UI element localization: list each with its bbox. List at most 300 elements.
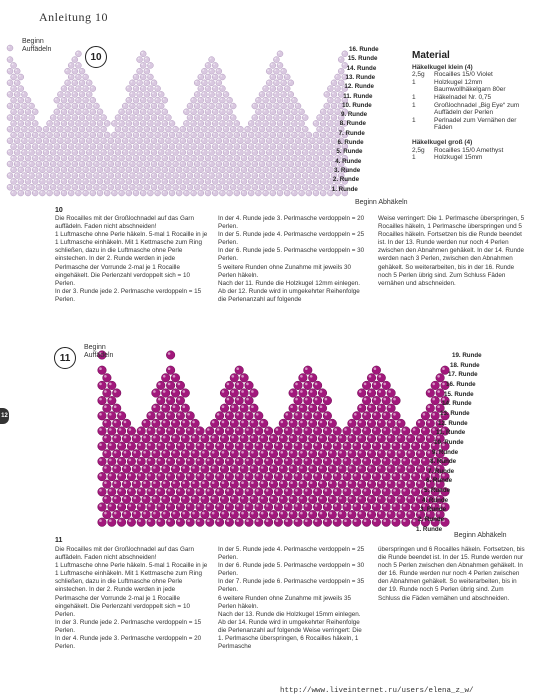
- bead-highlight: [231, 104, 233, 106]
- bead-highlight: [222, 405, 225, 408]
- bead-highlight: [220, 121, 222, 123]
- bead-purple: [137, 488, 146, 497]
- bead-light: [302, 173, 308, 179]
- bead-highlight: [188, 104, 190, 106]
- bead-highlight: [246, 162, 248, 164]
- bead-light: [11, 62, 17, 68]
- bead-light: [137, 80, 143, 86]
- bead-light: [266, 184, 272, 190]
- bead-light: [133, 74, 139, 80]
- bead-light: [212, 97, 218, 103]
- bead-light: [75, 120, 81, 126]
- bead-highlight: [141, 168, 143, 170]
- bead-highlight: [80, 69, 82, 71]
- bead-light: [273, 57, 279, 63]
- bead-highlight: [310, 436, 313, 439]
- bead-highlight: [131, 116, 133, 118]
- bead-highlight: [388, 451, 391, 454]
- bead-highlight: [241, 436, 244, 439]
- bead-light: [86, 173, 92, 179]
- bead-light: [68, 97, 74, 103]
- bead-purple: [157, 412, 166, 421]
- bead-purple: [245, 503, 254, 512]
- bead-highlight: [197, 459, 200, 462]
- bead-highlight: [256, 443, 259, 446]
- bead-highlight: [398, 497, 401, 500]
- bead-light: [108, 184, 114, 190]
- bead-highlight: [374, 443, 377, 446]
- bead-purple: [245, 488, 254, 497]
- bead-purple: [108, 472, 117, 481]
- bead-highlight: [102, 127, 104, 129]
- bead-highlight: [48, 168, 50, 170]
- bead-purple: [338, 450, 347, 459]
- bead-light: [21, 184, 27, 190]
- bead-light: [140, 62, 146, 68]
- bead-highlight: [202, 139, 204, 141]
- bead-highlight: [403, 519, 406, 522]
- bead-purple: [220, 389, 229, 398]
- bead-highlight: [15, 116, 17, 118]
- bead-highlight: [8, 69, 10, 71]
- bead-light: [43, 161, 49, 167]
- bead-highlight: [12, 87, 14, 89]
- bead-light: [158, 161, 164, 167]
- bead-purple: [397, 510, 406, 519]
- bead-purple: [235, 366, 244, 375]
- bead-light: [255, 120, 261, 126]
- bead-purple: [343, 472, 352, 481]
- bead-light: [223, 161, 229, 167]
- bead-highlight: [8, 174, 10, 176]
- bead-highlight: [264, 98, 266, 100]
- bead-purple: [230, 434, 239, 443]
- bead-purple: [362, 518, 371, 527]
- bead-purple: [157, 396, 166, 405]
- bead-light: [129, 103, 135, 109]
- bead-highlight: [241, 375, 244, 378]
- bead-light: [201, 91, 207, 97]
- bead-highlight: [325, 116, 327, 118]
- page-tab: 12: [0, 408, 9, 424]
- bead-highlight: [289, 116, 291, 118]
- bead-light: [32, 178, 38, 184]
- bead-light: [295, 126, 301, 132]
- bead-highlight: [393, 398, 396, 401]
- bead-highlight: [256, 504, 259, 507]
- bead-highlight: [374, 519, 377, 522]
- bead-highlight: [124, 512, 127, 515]
- bead-purple: [225, 518, 234, 527]
- bead-light: [72, 138, 78, 144]
- bead-highlight: [212, 512, 215, 515]
- bead-light: [313, 178, 319, 184]
- bead-highlight: [138, 459, 141, 462]
- bead-highlight: [183, 451, 186, 454]
- bead-light: [183, 155, 189, 161]
- bead-purple: [353, 503, 362, 512]
- bead-light: [302, 115, 308, 121]
- bead-light: [227, 120, 233, 126]
- bead-highlight: [148, 474, 151, 477]
- bead-purple: [313, 457, 322, 466]
- bead-purple: [240, 404, 249, 413]
- bead-light: [291, 132, 297, 138]
- bead-highlight: [310, 421, 313, 424]
- bead-highlight: [59, 92, 61, 94]
- bead-purple: [402, 488, 411, 497]
- bead-light: [39, 155, 45, 161]
- bead-purple: [225, 503, 234, 512]
- bead-light: [327, 132, 333, 138]
- bead-purple: [166, 442, 175, 451]
- bead-light: [270, 132, 276, 138]
- bead-highlight: [178, 519, 181, 522]
- bead-highlight: [418, 497, 421, 500]
- bead-light: [72, 68, 78, 74]
- bead-highlight: [328, 133, 330, 135]
- bead-light: [65, 91, 71, 97]
- bead-light: [155, 132, 161, 138]
- bead-light: [7, 115, 13, 121]
- bead-highlight: [163, 390, 166, 393]
- bead-highlight: [192, 421, 195, 424]
- bead-purple: [137, 442, 146, 451]
- bead-highlight: [143, 481, 146, 484]
- bead-light: [327, 155, 333, 161]
- bead-highlight: [131, 127, 133, 129]
- bead-purple: [98, 366, 107, 375]
- bead-purple: [108, 381, 117, 390]
- bead-highlight: [290, 451, 293, 454]
- bead-purple: [220, 419, 229, 428]
- bead-highlight: [22, 104, 24, 106]
- bead-highlight: [15, 185, 17, 187]
- bead-highlight: [305, 474, 308, 477]
- bead-light: [259, 138, 265, 144]
- bead-light: [75, 109, 81, 115]
- bead-light: [11, 120, 17, 126]
- bead-highlight: [19, 110, 21, 112]
- bead-highlight: [253, 150, 255, 152]
- bead-highlight: [359, 421, 362, 424]
- bead-highlight: [369, 497, 372, 500]
- bead-light: [11, 167, 17, 173]
- bead-light: [25, 132, 31, 138]
- bead-light: [86, 126, 92, 132]
- bead-highlight: [213, 98, 215, 100]
- paragraph: Nach der 13. Runde die Holzkugel 15mm einlegen. Ab der 14. Runde wird in umgekehrter Reihenfolge die Perlenanzahl auf folgende Weise verringert: Die 1. Perlmasche überspringen, 6 Rocailles häkeln, 1 Perlmasche: [218, 610, 362, 651]
- bead-highlight: [127, 110, 129, 112]
- bead-highlight: [195, 185, 197, 187]
- bead-purple: [289, 404, 298, 413]
- bead-highlight: [282, 185, 284, 187]
- bead-highlight: [281, 512, 284, 515]
- bead-light: [273, 115, 279, 121]
- bead-highlight: [328, 121, 330, 123]
- bead-light: [295, 184, 301, 190]
- bead-highlight: [285, 443, 288, 446]
- material-text: Perlnadel zum Vernähen der Fäden: [434, 116, 517, 132]
- bead-purple: [411, 488, 420, 497]
- bead-purple: [372, 412, 381, 421]
- bead-light: [14, 126, 20, 132]
- bead-highlight: [413, 519, 416, 522]
- bead-highlight: [241, 481, 244, 484]
- bead-highlight: [66, 81, 68, 83]
- bead-highlight: [236, 474, 239, 477]
- bead-light: [133, 86, 139, 92]
- bead-light: [201, 80, 207, 86]
- bead-purple: [176, 488, 185, 497]
- bead-purple: [318, 465, 327, 474]
- bead-highlight: [318, 185, 320, 187]
- bead-highlight: [192, 156, 194, 158]
- bead-highlight: [379, 451, 382, 454]
- bead-light: [187, 138, 193, 144]
- bead-highlight: [152, 127, 154, 129]
- bead-purple: [171, 510, 180, 519]
- bead-light: [302, 149, 308, 155]
- bead-purple: [426, 389, 435, 398]
- bead-light: [11, 178, 17, 184]
- bead-highlight: [285, 191, 287, 193]
- bead-light: [25, 144, 31, 150]
- bead-highlight: [105, 133, 107, 135]
- bead-highlight: [256, 191, 258, 193]
- bead-purple: [225, 396, 234, 405]
- bead-highlight: [148, 110, 150, 112]
- bead-highlight: [143, 451, 146, 454]
- bead-highlight: [168, 367, 171, 370]
- bead-light: [306, 167, 312, 173]
- bead-purple: [313, 442, 322, 451]
- paragraph: Die Rocailles mit der Großlochnadel auf das Garn auffädeln. Faden nicht abschneiden!: [55, 215, 194, 231]
- bead-highlight: [314, 121, 316, 123]
- bead-highlight: [98, 110, 100, 112]
- bead-highlight: [131, 104, 133, 106]
- bead-purple: [274, 488, 283, 497]
- bead-highlight: [339, 104, 341, 106]
- bead-highlight: [141, 191, 143, 193]
- bead-highlight: [22, 150, 24, 152]
- bead-light: [111, 120, 117, 126]
- bead-light: [212, 132, 218, 138]
- bead-light: [18, 97, 24, 103]
- bead-purple: [338, 495, 347, 504]
- bead-light: [61, 190, 67, 196]
- bead-purple: [289, 495, 298, 504]
- bead-light: [155, 155, 161, 161]
- bead-purple: [112, 434, 121, 443]
- bead-highlight: [354, 428, 357, 431]
- bead-highlight: [276, 519, 279, 522]
- bead-highlight: [261, 436, 264, 439]
- bead-highlight: [296, 150, 298, 152]
- bead-purple: [318, 404, 327, 413]
- bead-highlight: [195, 104, 197, 106]
- bead-purple: [191, 465, 200, 474]
- bead-light: [151, 115, 157, 121]
- bead-highlight: [256, 459, 259, 462]
- bead-light: [209, 57, 215, 63]
- bead-light: [72, 91, 78, 97]
- bead-highlight: [114, 466, 117, 469]
- bead-highlight: [264, 168, 266, 170]
- bead-light: [335, 97, 341, 103]
- bead-highlight: [95, 150, 97, 152]
- bead-highlight: [69, 168, 71, 170]
- bead-highlight: [437, 390, 440, 393]
- bead-light: [147, 167, 153, 173]
- bead-purple: [372, 488, 381, 497]
- bead-highlight: [134, 133, 136, 135]
- bead-light: [72, 184, 78, 190]
- bead-light: [187, 184, 193, 190]
- bead-highlight: [310, 174, 312, 176]
- bead-light: [14, 115, 20, 121]
- bead-highlight: [310, 162, 312, 164]
- bead-highlight: [156, 180, 158, 182]
- bead-highlight: [251, 421, 254, 424]
- bead-highlight: [37, 150, 39, 152]
- bead-light: [191, 167, 197, 173]
- bead-light: [65, 103, 71, 109]
- bead-highlight: [129, 443, 132, 446]
- bead-highlight: [213, 168, 215, 170]
- bead-light: [191, 190, 197, 196]
- bead-highlight: [22, 162, 24, 164]
- bead-purple: [166, 381, 175, 390]
- bead-purple: [147, 442, 156, 451]
- bead-light: [83, 74, 89, 80]
- bead-highlight: [99, 459, 102, 462]
- bead-purple: [318, 389, 327, 398]
- bead-light: [227, 178, 233, 184]
- bead-highlight: [99, 413, 102, 416]
- bead-purple: [421, 457, 430, 466]
- bead-light: [281, 161, 287, 167]
- bead-light: [147, 155, 153, 161]
- bead-highlight: [202, 466, 205, 469]
- bead-purple: [245, 396, 254, 405]
- bead-highlight: [195, 139, 197, 141]
- bead-highlight: [184, 156, 186, 158]
- bead-highlight: [369, 451, 372, 454]
- bead-light: [270, 144, 276, 150]
- bead-highlight: [235, 133, 237, 135]
- bead-highlight: [187, 504, 190, 507]
- bead-light: [151, 184, 157, 190]
- bead-light: [133, 132, 139, 138]
- bead-purple: [259, 480, 268, 489]
- bead-light: [18, 155, 24, 161]
- bead-light: [320, 190, 326, 196]
- bead-highlight: [202, 174, 204, 176]
- bead-highlight: [374, 489, 377, 492]
- bead-light: [32, 167, 38, 173]
- bead-light: [180, 161, 186, 167]
- bead-light: [291, 155, 297, 161]
- bead-highlight: [296, 116, 298, 118]
- bead-purple: [196, 442, 205, 451]
- bead-highlight: [199, 168, 201, 170]
- bead-highlight: [241, 466, 244, 469]
- bead-light: [129, 161, 135, 167]
- bead-highlight: [224, 92, 226, 94]
- bead-light: [133, 155, 139, 161]
- bead-light: [205, 120, 211, 126]
- bead-highlight: [77, 110, 79, 112]
- bead-highlight: [51, 139, 53, 141]
- bead-highlight: [295, 383, 298, 386]
- bead-light: [68, 190, 74, 196]
- bead-highlight: [282, 174, 284, 176]
- bead-highlight: [91, 110, 93, 112]
- bead-highlight: [163, 451, 166, 454]
- bead-highlight: [134, 75, 136, 77]
- bead-light: [21, 149, 27, 155]
- bead-purple: [299, 510, 308, 519]
- bead-light: [288, 103, 294, 109]
- bead-highlight: [87, 116, 89, 118]
- bead-highlight: [177, 168, 179, 170]
- bead-highlight: [281, 497, 284, 500]
- bead-purple: [294, 518, 303, 527]
- bead-purple: [323, 518, 332, 527]
- bead-light: [68, 178, 74, 184]
- bead-purple: [372, 503, 381, 512]
- bead-purple: [98, 518, 107, 527]
- bead-light: [65, 173, 71, 179]
- bead-purple: [235, 457, 244, 466]
- bead-light: [79, 115, 85, 121]
- material-small-title: Häkelkugel klein (4): [412, 63, 473, 71]
- bead-light: [93, 115, 99, 121]
- bead-purple: [250, 419, 259, 428]
- bead-highlight: [163, 497, 166, 500]
- bead-highlight: [138, 519, 141, 522]
- bead-highlight: [55, 168, 57, 170]
- bead-light: [57, 173, 63, 179]
- bead-purple: [254, 427, 263, 436]
- bead-light: [281, 80, 287, 86]
- bead-highlight: [187, 519, 190, 522]
- bead-highlight: [241, 421, 244, 424]
- bead-light: [191, 155, 197, 161]
- bead-purple: [318, 450, 327, 459]
- bead-highlight: [116, 162, 118, 164]
- bead-light: [245, 161, 251, 167]
- bead-light: [299, 132, 305, 138]
- bead-purple: [157, 442, 166, 451]
- bead-highlight: [170, 168, 172, 170]
- bead-highlight: [330, 512, 333, 515]
- bead-highlight: [318, 127, 320, 129]
- bead-purple: [210, 434, 219, 443]
- bead-light: [7, 173, 13, 179]
- bead-light: [209, 149, 215, 155]
- bead-light: [50, 126, 56, 132]
- bead-highlight: [145, 104, 147, 106]
- paragraph: In der 7. Runde jede 6. Perlmasche verdoppeln = 35 Perlen.: [218, 578, 365, 594]
- bead-light: [230, 138, 236, 144]
- bead-purple: [299, 389, 308, 398]
- bead-highlight: [235, 156, 237, 158]
- bead-light: [86, 149, 92, 155]
- bead-highlight: [109, 174, 111, 176]
- bead-purple: [196, 457, 205, 466]
